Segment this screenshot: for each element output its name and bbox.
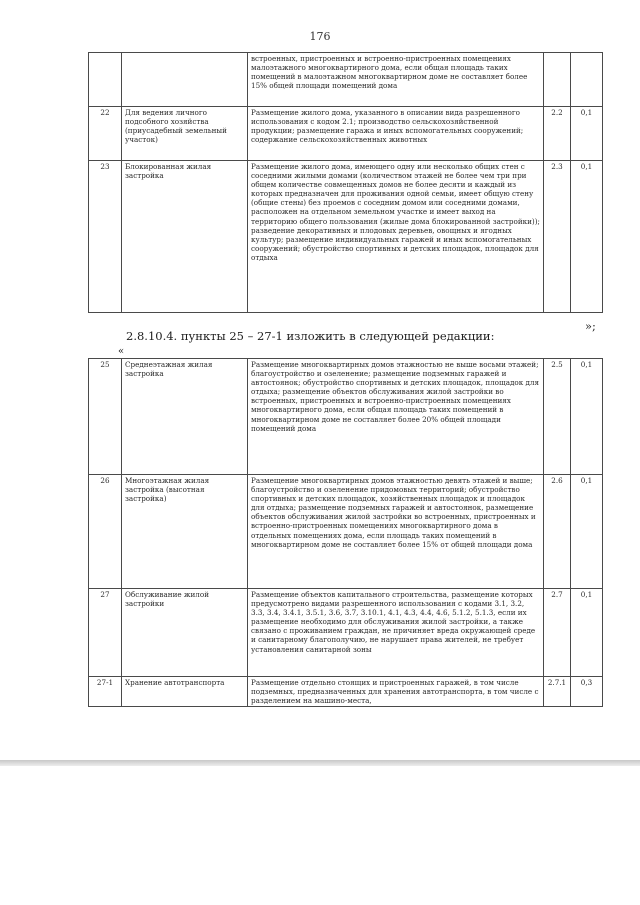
- usage-value: 0,1: [571, 589, 603, 677]
- usage-description: Размещение отдельно стоящих и пристроенных гаражей, в том числе подземных, предназначенных для хранения автотранспорта, в том числе с разделением на машино-места,: [248, 677, 544, 707]
- usage-description: встроенных, пристроенных и встроенно-пристроенных помещениях малоэтажного многоквартирного дома, если общая площадь таких помещений в малоэтажном многоквартирном доме не составляет более 15% общей площади помещений дома: [248, 53, 544, 107]
- page-number: 176: [309, 30, 331, 43]
- table-row: [89, 53, 603, 107]
- usage-code: 2.2: [544, 107, 571, 161]
- closing-quote: »;: [585, 319, 596, 333]
- opening-quote: «: [118, 346, 125, 357]
- usage-code: 2.5: [544, 359, 571, 475]
- usage-description: Размещение объектов капитального строительства, размещение которых предусмотрено видами разрешенного использования с кодами 3.1, 3.2, 3.3, 3.4, 3.4.1, 3.5.1, 3.6, 3.7, 3.10.1, 4.1, 4.3, 4.4, 4.6, 5.1.2, 5.1.3, если их размещение необходимо для обслуживания жилой застройки, а также связано с проживанием граждан, не причиняет вреда окружающей среде и санитарному благополучию, не нарушает права жителей, не требует установления санитарной зоны: [248, 589, 544, 677]
- row-number: 25: [89, 359, 122, 475]
- usage-type-name: Обслуживание жилой застройки: [122, 589, 248, 677]
- regulation-table-top: [88, 52, 603, 313]
- usage-description: Размещение многоквартирных домов этажностью девять этажей и выше; благоустройство и озеленение придомовых территорий; обустройство спортивных и детских площадок, хозяйственных площадок и площадок для отдыха; размещение подземных гаражей и автостоянок, размещение объектов обслуживания жилой застройки во встроенных, пристроенных и встроенно-пристроенных помещениях многоквартирного дома в отдельных помещениях дома, если площадь таких помещений в многоквартирном доме не составляет более 15% от общей площади дома: [248, 475, 544, 589]
- row-number: 22: [89, 107, 122, 161]
- usage-value: [571, 53, 603, 107]
- usage-type-name: Многоэтажная жилая застройка (высотная застройка): [122, 475, 248, 589]
- row-number: 23: [89, 161, 122, 313]
- regulation-table-bottom: [88, 358, 603, 707]
- usage-value: 0,3: [571, 677, 603, 707]
- section-heading: 2.8.10.4. пункты 25 – 27-1 изложить в следующей редакции:: [126, 329, 495, 343]
- usage-value: 0,1: [571, 475, 603, 589]
- table-row: [89, 107, 603, 161]
- usage-value: 0,1: [571, 359, 603, 475]
- row-number: 27-1: [89, 677, 122, 707]
- usage-code: 2.7: [544, 589, 571, 677]
- usage-code: 2.7.1: [544, 677, 571, 707]
- usage-value: 0,1: [571, 107, 603, 161]
- table-row: [89, 359, 603, 475]
- row-number: [89, 53, 122, 107]
- usage-type-name: Для ведения личного подсобного хозяйства (приусадебный земельный участок): [122, 107, 248, 161]
- usage-type-name: [122, 53, 248, 107]
- usage-description: Размещение жилого дома, указанного в описании вида разрешенного использования с кодом 2.1; производство сельскохозяйственной продукции; размещение гаража и иных вспомогательных сооружений; содержание сельскохозяйственных животных: [248, 107, 544, 161]
- table-row: [89, 161, 603, 313]
- usage-description: Размещение жилого дома, имеющего одну или несколько общих стен с соседними жилыми домами (количеством этажей не более чем три при общем количестве совмещенных домов не более десяти и каждый из которых предназначен для проживания одной семьи, имеет общую стену (общие стены) без проемов с соседним домом или соседними домами, расположен на отдельном земельном участке и имеет выход на территорию общего пользования (жилые дома блокированной застройки)); разведение декоративных и плодовых деревьев, овощных и ягодных культур; размещение индивидуальных гаражей и иных вспомогательных сооружений; обустройство спортивных и детских площадок, площадок для отдыха: [248, 161, 544, 313]
- usage-type-name: Хранение автотранспорта: [122, 677, 248, 707]
- scan-edge: [0, 760, 640, 766]
- row-number: 26: [89, 475, 122, 589]
- usage-value: 0,1: [571, 161, 603, 313]
- row-number: 27: [89, 589, 122, 677]
- table-row: [89, 589, 603, 677]
- usage-code: 2.6: [544, 475, 571, 589]
- table-row: [89, 677, 603, 707]
- usage-code: 2.3: [544, 161, 571, 313]
- table-row: [89, 475, 603, 589]
- usage-description: Размещение многоквартирных домов этажностью не выше восьми этажей; благоустройство и озеленение; размещение подземных гаражей и автостоянок; обустройство спортивных и детских площадок, площадок для отдыха; размещение объектов обслуживания жилой застройки во встроенных, пристроенных и встроенно-пристроенных помещениях многоквартирного дома, если общая площадь таких помещений в многоквартирном доме не составляет более 20% общей площади помещений дома: [248, 359, 544, 475]
- usage-code: [544, 53, 571, 107]
- usage-type-name: Среднеэтажная жилая застройка: [122, 359, 248, 475]
- usage-type-name: Блокированная жилая застройка: [122, 161, 248, 313]
